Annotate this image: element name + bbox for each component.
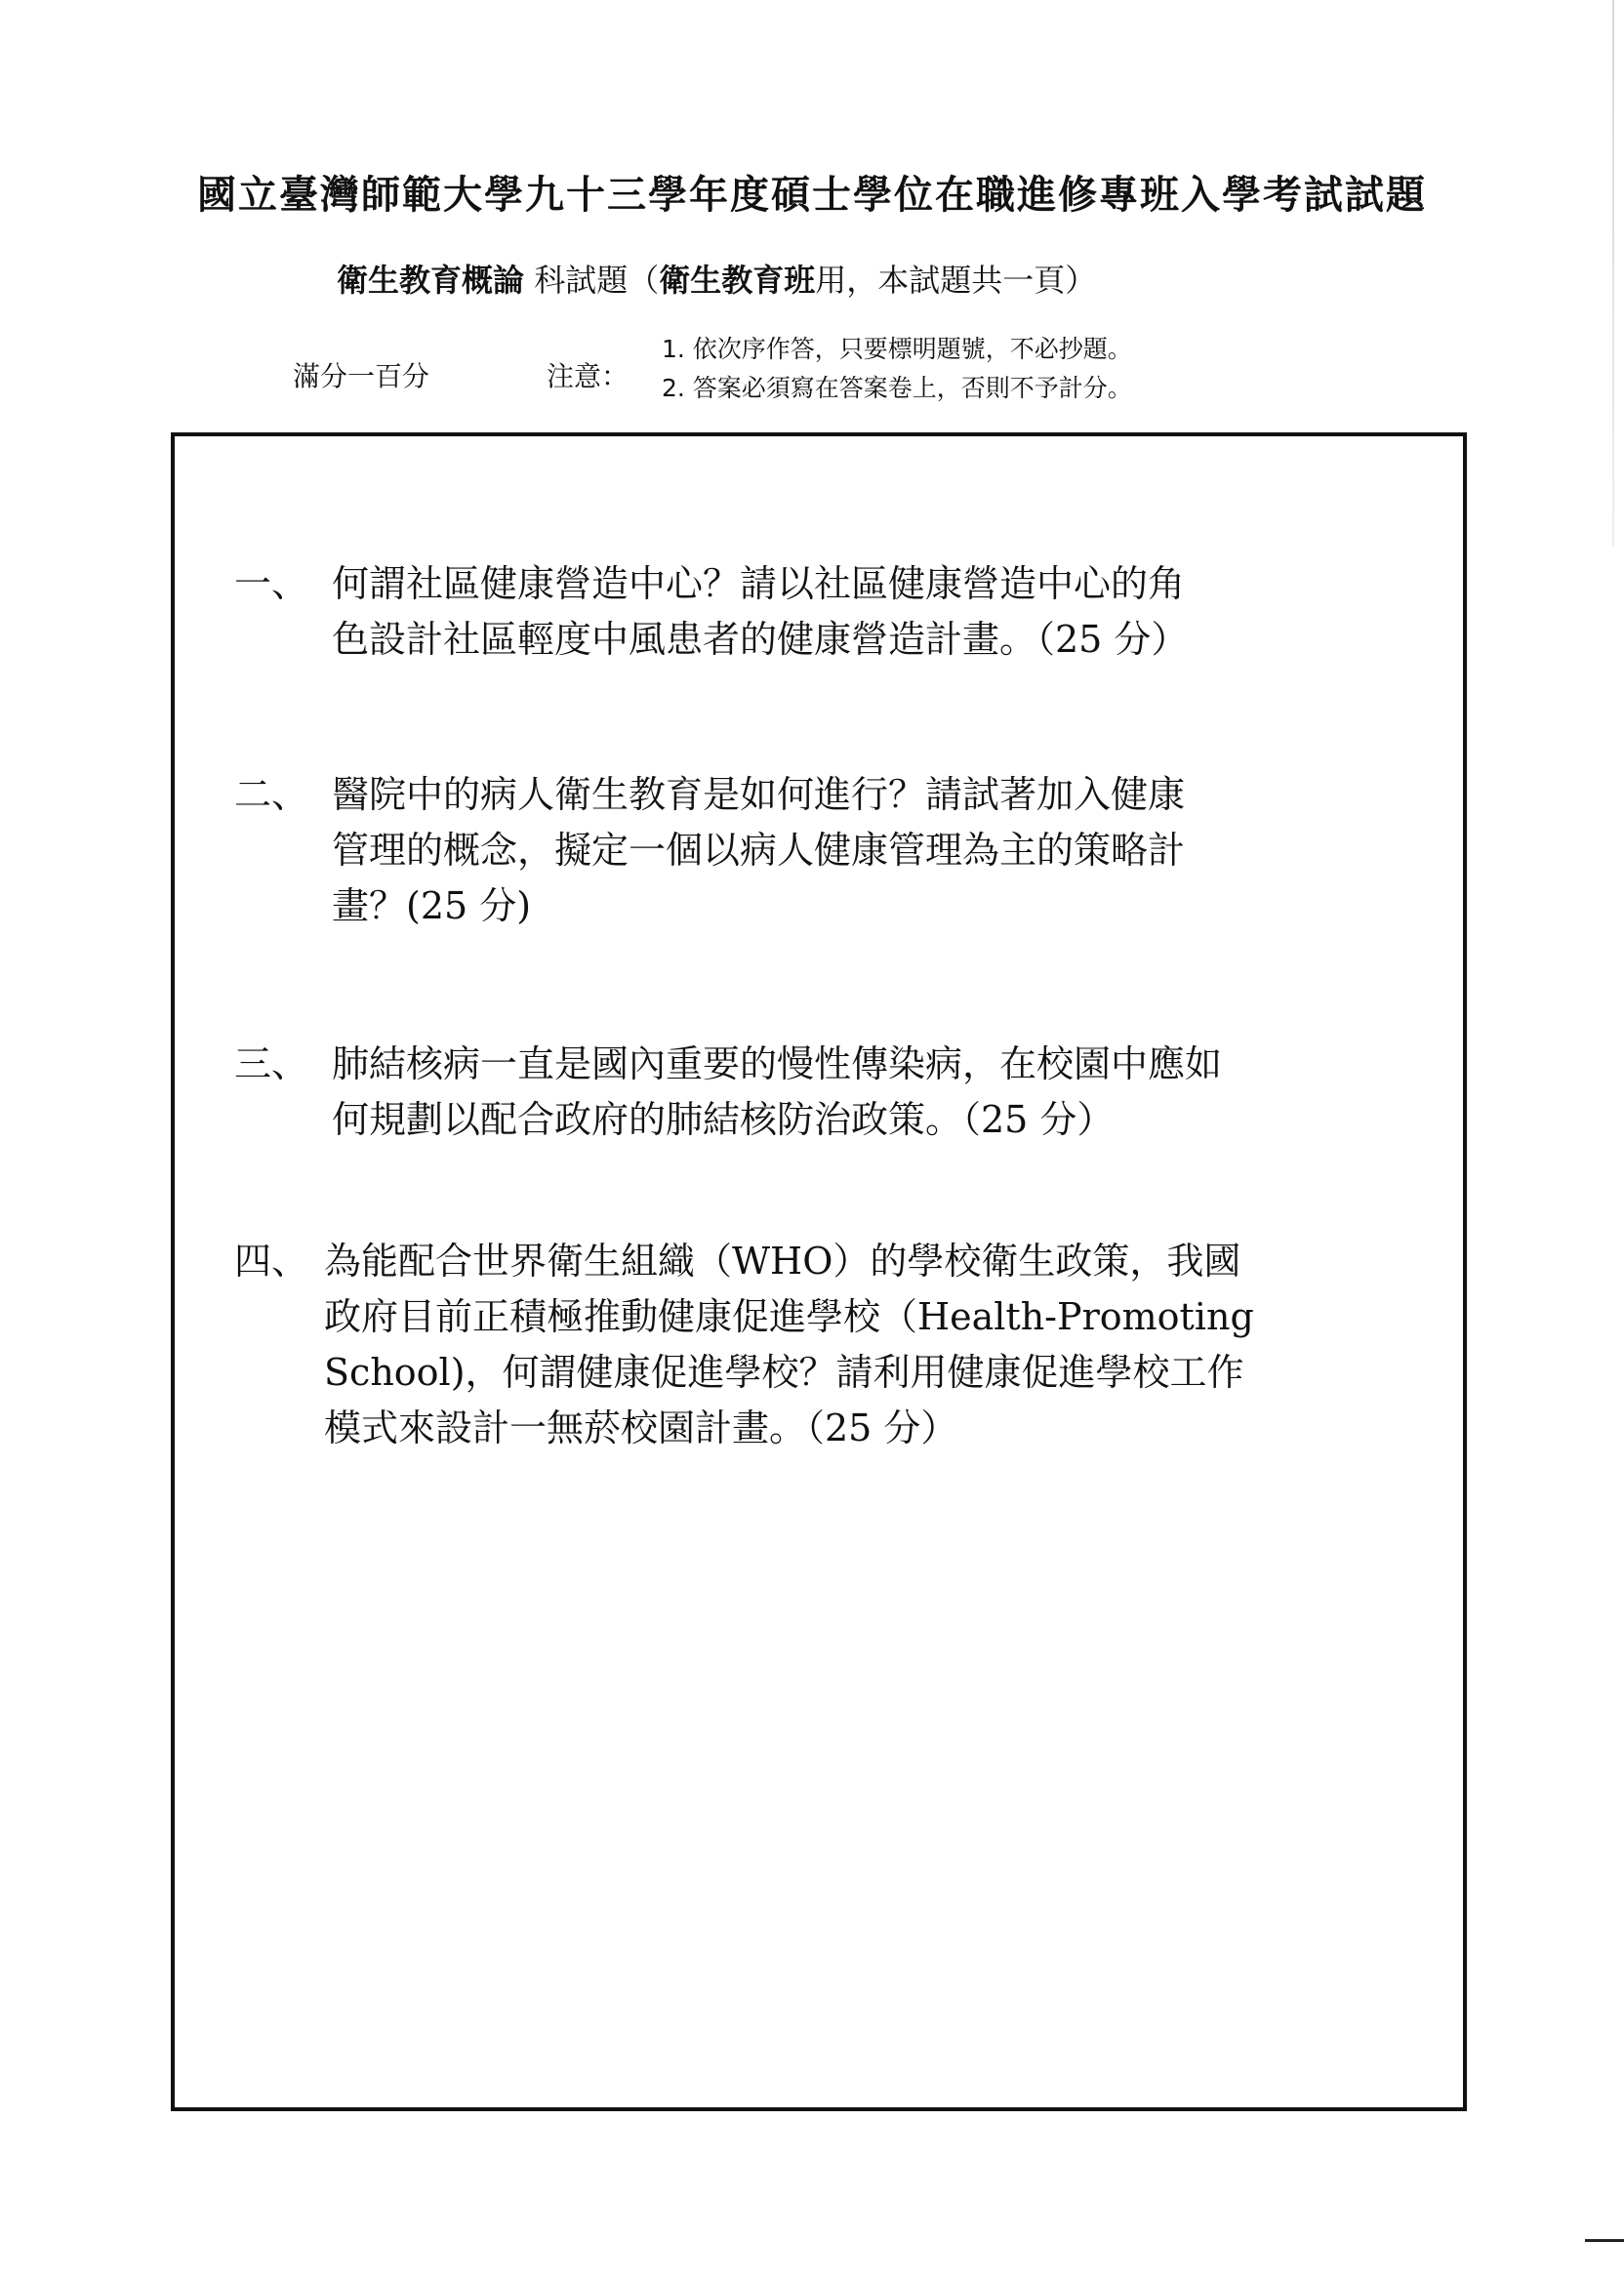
question-2: [234, 767, 1185, 934]
question-line: 何規劃以配合政府的肺結核防治政策。（25 分）: [332, 1098, 1115, 1141]
question-3: [234, 1037, 1222, 1148]
question-line: 醫院中的病人衛生教育是如何進行？請試著加入健康: [332, 773, 1186, 816]
class-suffix: 用，本試題共一頁）: [815, 262, 1097, 299]
question-line: 何謂社區健康營造中心？請以社區健康營造中心的角: [332, 562, 1186, 605]
full-score: 滿分一百分: [293, 360, 430, 392]
question-line: 管理的概念，擬定一個以病人健康管理為主的策略計: [332, 829, 1186, 872]
subject-name: 衛生教育概論: [337, 262, 525, 299]
question-line: 模式來設計一無菸校園計畫。（25 分）: [324, 1406, 958, 1449]
question-line: 色設計社區輕度中風患者的健康營造計畫。（25 分）: [332, 618, 1189, 661]
question-line: 為能配合世界衛生組織（WHO）的學校衛生政策，我國: [324, 1240, 1241, 1283]
question-number: 二、: [234, 773, 309, 816]
notice-label: 注意：: [547, 360, 629, 392]
question-line: 肺結核病一直是國內重要的慢性傳染病，在校園中應如: [332, 1042, 1223, 1085]
question-4: [234, 1234, 1254, 1456]
question-line: School)，何謂健康促進學校？請利用健康促進學校工作: [324, 1351, 1244, 1394]
class-name: 衛生教育班: [659, 262, 816, 299]
question-line: 畫？(25 分): [332, 884, 532, 927]
question-number: 一、: [234, 562, 309, 605]
exam-subtitle: [337, 256, 1096, 301]
scan-edge-line: [1612, 0, 1614, 547]
question-number: 三、: [234, 1042, 309, 1085]
page-corner-mark: [1585, 2239, 1624, 2242]
notice-item: 2. 答案必須寫在答案卷上，否則不予計分。: [662, 374, 1132, 402]
question-1: [234, 556, 1188, 668]
question-number: 四、: [234, 1240, 309, 1283]
exam-title: 國立臺灣師範大學九十三學年度碩士學位在職進修專班入學考試試題: [197, 173, 1427, 218]
question-line: 政府目前正積極推動健康促進學校（Health-Promoting: [324, 1295, 1254, 1338]
notice-item: 1. 依次序作答，只要標明題號，不必抄題。: [662, 335, 1132, 363]
notice-list: [662, 330, 1132, 408]
subject-suffix: 科試題（: [524, 262, 660, 299]
